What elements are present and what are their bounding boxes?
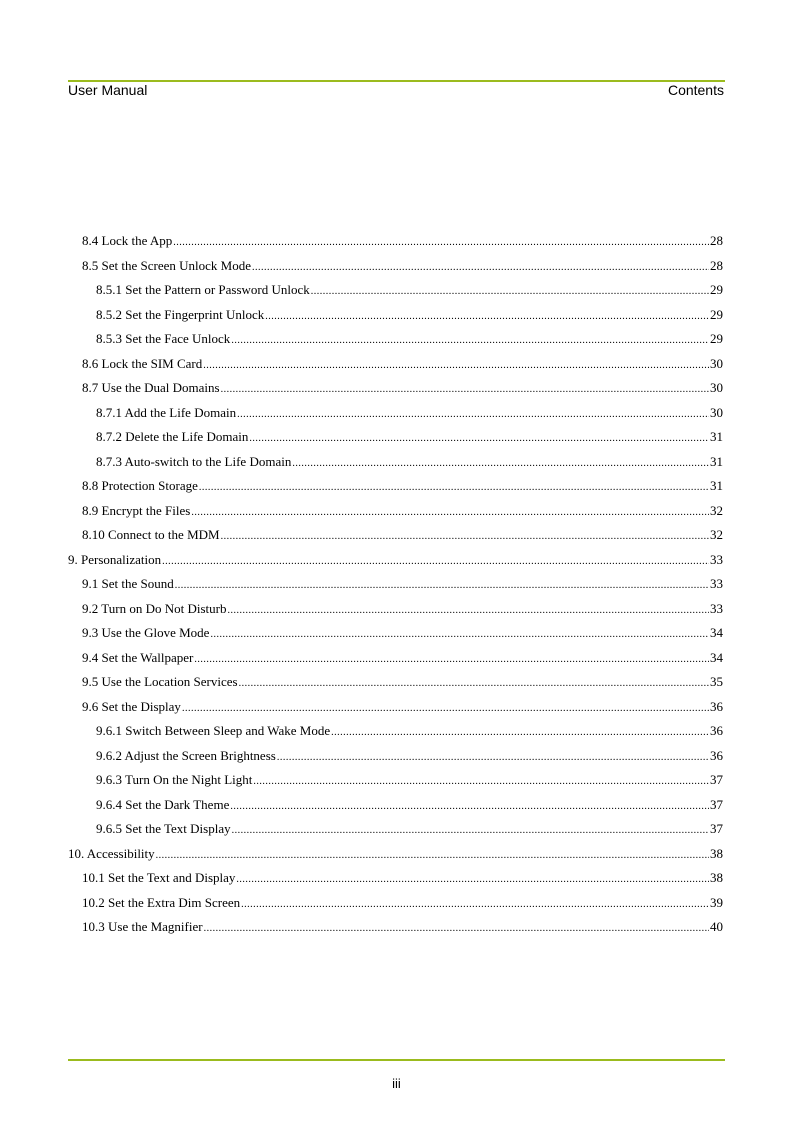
toc-entry-page: 36 bbox=[710, 723, 723, 738]
toc-entry-page: 30 bbox=[710, 380, 723, 395]
toc-entry[interactable] bbox=[96, 405, 723, 425]
toc-entry-page: 36 bbox=[710, 747, 723, 763]
toc-entry-title: 8.5.1 Set the Pattern or Password Unlock bbox=[96, 282, 310, 297]
toc-dot-leader bbox=[231, 331, 709, 347]
header-document-title: User Manual bbox=[68, 82, 148, 98]
toc-entry-page: 40 bbox=[710, 919, 723, 934]
toc-dot-leader bbox=[162, 552, 709, 568]
toc-entry-title: 9.6.1 Switch Between Sleep and Wake Mode bbox=[96, 723, 331, 738]
toc-entry-title: 8.7.1 Add the Life Domain bbox=[96, 404, 237, 420]
toc-entry-title: 8.5.3 Set the Face Unlock bbox=[96, 331, 231, 346]
toc-entry[interactable] bbox=[96, 748, 723, 768]
toc-dot-leader bbox=[182, 699, 709, 715]
toc-entry-title: 8.4 Lock the App bbox=[82, 233, 173, 248]
toc-entry[interactable] bbox=[82, 674, 723, 694]
toc-entry-page: 37 bbox=[710, 796, 723, 812]
toc-entry[interactable] bbox=[96, 331, 723, 351]
toc-dot-leader bbox=[249, 429, 709, 445]
toc-entry[interactable] bbox=[82, 233, 723, 253]
toc-dot-leader bbox=[236, 870, 709, 886]
toc-dot-leader bbox=[237, 405, 709, 421]
toc-entry-title: 10.2 Set the Extra Dim Screen bbox=[82, 894, 241, 910]
toc-entry[interactable] bbox=[82, 650, 723, 670]
toc-dot-leader bbox=[232, 821, 709, 837]
toc-entry-page: 34 bbox=[710, 625, 723, 640]
toc-entry-page: 30 bbox=[710, 355, 723, 371]
toc-entry-page: 32 bbox=[710, 527, 723, 542]
toc-entry-page: 32 bbox=[710, 502, 723, 518]
toc-entry[interactable] bbox=[82, 919, 723, 939]
toc-entry-page: 31 bbox=[710, 478, 723, 493]
toc-dot-leader bbox=[227, 601, 709, 617]
toc-entry-title: 9.6.3 Turn On the Night Light bbox=[96, 772, 253, 787]
toc-entry[interactable] bbox=[82, 503, 723, 523]
toc-dot-leader bbox=[203, 356, 709, 372]
toc-entry-title: 9.6.4 Set the Dark Theme bbox=[96, 796, 230, 812]
toc-entry-page: 29 bbox=[710, 282, 723, 297]
toc-entry-title: 9.1 Set the Sound bbox=[82, 576, 174, 591]
toc-entry[interactable] bbox=[96, 821, 723, 841]
toc-dot-leader bbox=[239, 674, 709, 690]
toc-entry-title: 9.2 Turn on Do Not Disturb bbox=[82, 600, 227, 616]
toc-dot-leader bbox=[252, 258, 709, 274]
toc-dot-leader bbox=[221, 380, 709, 396]
toc-entry-title: 8.10 Connect to the MDM bbox=[82, 527, 220, 542]
toc-entry-page: 35 bbox=[710, 674, 723, 689]
toc-entry-page: 37 bbox=[710, 821, 723, 836]
toc-entry[interactable] bbox=[96, 454, 723, 474]
toc-entry-title: 10.3 Use the Magnifier bbox=[82, 919, 203, 934]
toc-entry-title: 8.9 Encrypt the Files bbox=[82, 502, 191, 518]
toc-entry-page: 36 bbox=[710, 698, 723, 714]
toc-entry-title: 10.1 Set the Text and Display bbox=[82, 870, 236, 885]
toc-dot-leader bbox=[277, 748, 709, 764]
toc-entry-page: 33 bbox=[710, 576, 723, 591]
toc-dot-leader bbox=[204, 919, 709, 935]
toc-entry[interactable] bbox=[82, 258, 723, 278]
toc-entry-title: 8.8 Protection Storage bbox=[82, 478, 198, 493]
toc-entry-title: 9.3 Use the Glove Mode bbox=[82, 625, 210, 640]
toc-entry[interactable] bbox=[82, 380, 723, 400]
toc-dot-leader bbox=[265, 307, 709, 323]
toc-entry[interactable] bbox=[82, 478, 723, 498]
toc-entry[interactable] bbox=[96, 797, 723, 817]
toc-dot-leader bbox=[191, 503, 709, 519]
toc-entry[interactable] bbox=[82, 895, 723, 915]
toc-entry-title: 9. Personalization bbox=[68, 551, 162, 567]
toc-entry[interactable] bbox=[82, 356, 723, 376]
toc-entry-page: 37 bbox=[710, 772, 723, 787]
toc-entry[interactable] bbox=[68, 552, 723, 572]
toc-entry[interactable] bbox=[82, 699, 723, 719]
toc-dot-leader bbox=[331, 723, 709, 739]
header-section-title: Contents bbox=[667, 82, 724, 98]
toc-entry-title: 8.5 Set the Screen Unlock Mode bbox=[82, 257, 251, 273]
toc-entry[interactable] bbox=[96, 282, 723, 302]
toc-entry-page: 30 bbox=[710, 404, 723, 420]
toc-entry[interactable] bbox=[96, 723, 723, 743]
toc-entry-title: 9.6 Set the Display bbox=[82, 698, 181, 714]
toc-dot-leader bbox=[175, 576, 709, 592]
toc-entry-title: 9.6.5 Set the Text Display bbox=[96, 821, 231, 836]
toc-entry-title: 8.7.3 Auto-switch to the Life Domain bbox=[96, 453, 292, 469]
toc-entry-page: 38 bbox=[710, 845, 723, 861]
toc-entry-page: 31 bbox=[710, 429, 723, 444]
toc-entry-page: 33 bbox=[710, 600, 723, 616]
toc-entry-page: 34 bbox=[710, 649, 723, 665]
toc-entry-page: 31 bbox=[710, 453, 723, 469]
toc-dot-leader bbox=[221, 527, 709, 543]
toc-entry[interactable] bbox=[82, 870, 723, 890]
toc-dot-leader bbox=[241, 895, 709, 911]
page-number: iii bbox=[392, 1076, 401, 1091]
toc-entry[interactable] bbox=[82, 601, 723, 621]
toc-dot-leader bbox=[156, 846, 709, 862]
footer-rule bbox=[68, 1059, 725, 1061]
toc-dot-leader bbox=[173, 233, 709, 249]
toc-entry-page: 29 bbox=[710, 331, 723, 346]
toc-dot-leader bbox=[199, 478, 709, 494]
toc-entry-page: 33 bbox=[710, 551, 723, 567]
toc-dot-leader bbox=[253, 772, 709, 788]
toc-entry-page: 39 bbox=[710, 894, 723, 910]
toc-entry[interactable] bbox=[82, 576, 723, 596]
toc-entry-page: 38 bbox=[710, 870, 723, 885]
toc-entry-title: 8.5.2 Set the Fingerprint Unlock bbox=[96, 306, 265, 322]
toc-entry-title: 8.6 Lock the SIM Card bbox=[82, 355, 203, 371]
toc-entry-title: 9.6.2 Adjust the Screen Brightness bbox=[96, 747, 276, 763]
toc-entry[interactable] bbox=[68, 846, 723, 866]
toc-entry[interactable] bbox=[96, 307, 723, 327]
toc-entry-page: 29 bbox=[710, 306, 723, 322]
toc-entry[interactable] bbox=[82, 527, 723, 547]
toc-dot-leader bbox=[194, 650, 709, 666]
toc-entry[interactable] bbox=[82, 625, 723, 645]
toc-entry-page: 28 bbox=[710, 233, 723, 248]
toc-entry-page: 28 bbox=[710, 257, 723, 273]
toc-entry-title: 8.7.2 Delete the Life Domain bbox=[96, 429, 249, 444]
toc-entry-title: 8.7 Use the Dual Domains bbox=[82, 380, 220, 395]
toc-entry[interactable] bbox=[96, 429, 723, 449]
header-rule bbox=[68, 80, 725, 82]
toc-dot-leader bbox=[292, 454, 709, 470]
toc-entry[interactable] bbox=[96, 772, 723, 792]
toc-entry-title: 9.4 Set the Wallpaper bbox=[82, 649, 194, 665]
toc-entry-title: 10. Accessibility bbox=[68, 845, 155, 861]
toc-dot-leader bbox=[210, 625, 709, 641]
toc-dot-leader bbox=[311, 282, 709, 298]
toc-dot-leader bbox=[230, 797, 709, 813]
toc-entry-title: 9.5 Use the Location Services bbox=[82, 674, 238, 689]
